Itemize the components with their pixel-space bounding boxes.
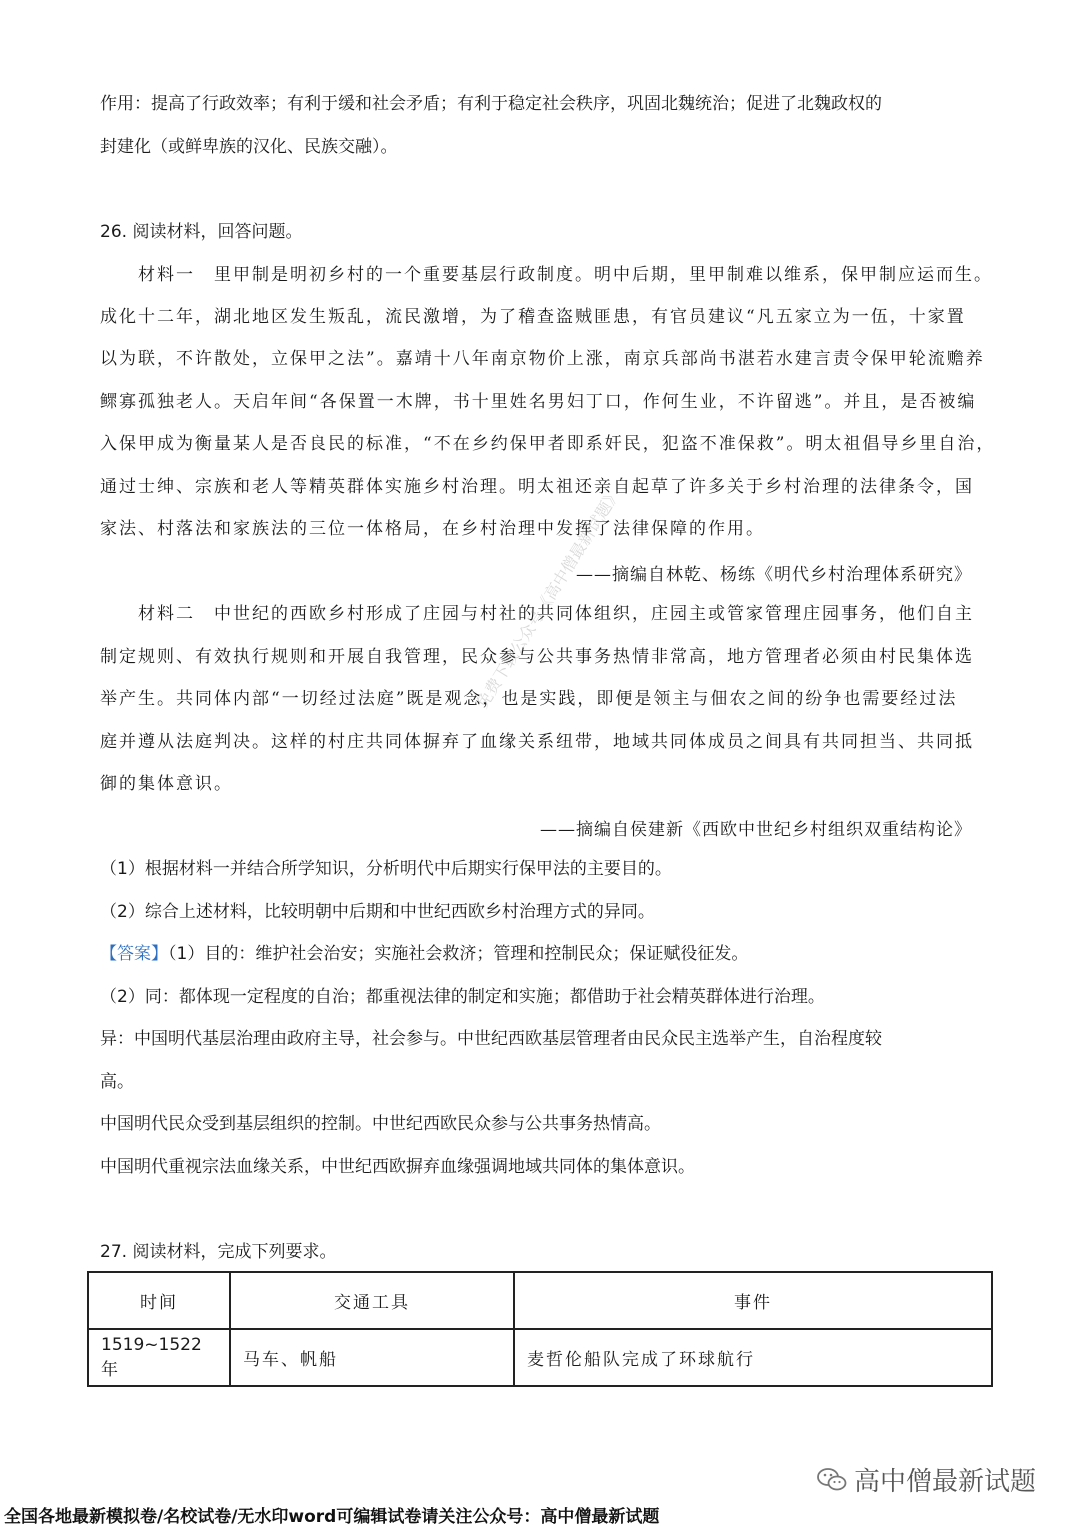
material-1-source: ——摘编自林乾、杨练《明代乡村治理体系研究》 xyxy=(576,565,972,585)
table-cell: 1519~1522 年 xyxy=(88,1329,230,1386)
question-26-title: 26. 阅读材料，回答问题。 xyxy=(100,222,303,242)
material-2-line: 御的集体意识。 xyxy=(100,774,233,794)
table-header-cell: 交通工具 xyxy=(230,1272,514,1329)
sub-question-1: （1）根据材料一并结合所学知识，分析明代中后期实行保甲法的主要目的。 xyxy=(100,859,672,879)
answer-line-1 xyxy=(100,942,748,966)
question-27-title: 27. 阅读材料，完成下列要求。 xyxy=(100,1242,337,1262)
material-2-line: 制定规则、有效执行规则和开展自我管理，民众参与公共事务热情非常高，地方管理者必须由村民集体选 xyxy=(100,647,974,667)
answer-1-text: （1）目的：维护社会治安；实施社会救济；管理和控制民众；保证赋役征发。 xyxy=(168,944,749,964)
material-1-line: 成化十二年，湖北地区发生叛乱，流民激增，为了稽查盗贼匪患，有官员建议“凡五家立为一伍，十家置 xyxy=(100,307,966,327)
difference-line-3: 中国明代民众受到基层组织的控制。中世纪西欧民众参与公共事务热情高。 xyxy=(100,1114,661,1134)
material-2-line: 材料二 中世纪的西欧乡村形成了庄园与村社的共同体组织，庄园主或管家管理庄园事务，他们自主 xyxy=(138,604,974,624)
table-header-row xyxy=(88,1272,992,1329)
brand-text: 高中僧最新试题 xyxy=(854,1467,1037,1497)
table-cell: 马车、帆船 xyxy=(230,1329,514,1386)
difference-line-4: 中国明代重视宗法血缘关系，中世纪西欧摒弃血缘强调地域共同体的集体意识。 xyxy=(100,1157,695,1177)
sub-question-2: （2）综合上述材料，比较明朝中后期和中世纪西欧乡村治理方式的异同。 xyxy=(100,902,655,922)
effect-line-2: 封建化（或鲜卑族的汉化、民族交融）。 xyxy=(100,137,398,157)
difference-line-2: 高。 xyxy=(100,1072,134,1092)
table-cell: 麦哲伦船队完成了环球航行 xyxy=(514,1329,992,1386)
material-1-line: 鳏寡孤独老人。天启年间“各保置一木牌，书十里姓名男妇丁口，作何生业，不许留逃”。并且，是否被编 xyxy=(100,392,977,412)
answer-tag: 【答案】 xyxy=(100,944,168,964)
wechat-icon xyxy=(816,1466,848,1494)
material-1-line: 家法、村落法和家族法的三位一体格局，在乡村治理中发挥了法律保障的作用。 xyxy=(100,519,765,539)
material-2-source: ——摘编自侯建新《西欧中世纪乡村组织双重结构论》 xyxy=(540,820,972,840)
material-1-line: 通过士绅、宗族和老人等精英群体实施乡村治理。明太祖还亲自起草了许多关于乡村治理的法律条令，国 xyxy=(100,477,974,497)
brand-mark xyxy=(816,1461,1036,1498)
material-1-line: 入保甲成为衡量某人是否良民的标准，“不在乡约保甲者即系奸民，犯盗不准保救”。明太祖倡导乡里自治， xyxy=(100,434,996,454)
difference-line-1: 异：中国明代基层治理由政府主导，社会参与。中世纪西欧基层管理者由民众民主选举产生，自治程度较 xyxy=(100,1029,882,1049)
material-2-line: 庭并遵从法庭判决。这样的村庄共同体摒弃了血缘关系纽带，地域共同体成员之间具有共同担当、共同抵 xyxy=(100,732,974,752)
material-2-line: 举产生。共同体内部“一切经过法庭”既是观念，也是实践，即便是领主与佃农之间的纷争也需要经过法 xyxy=(100,689,958,709)
table-header-cell: 事件 xyxy=(514,1272,992,1329)
material-1-line: 材料一 里甲制是明初乡村的一个重要基层行政制度。明中后期，里甲制难以维系，保甲制应运而生。 xyxy=(138,265,993,285)
table-row xyxy=(88,1329,992,1386)
table-header-cell: 时间 xyxy=(88,1272,230,1329)
answer-line-2: （2）同：都体现一定程度的自治；都重视法律的制定和实施；都借助于社会精英群体进行治理。 xyxy=(100,987,825,1007)
watermark: 免费下载公众号《高中僧最新试题》 xyxy=(472,484,625,712)
effect-line-1: 作用：提高了行政效率；有利于缓和社会矛盾；有利于稳定社会秩序，巩固北魏统治；促进了北魏政权的 xyxy=(100,94,882,114)
footer-notice: 全国各地最新模拟卷/名校试卷/无水印word可编辑试卷请关注公众号：高中僧最新试题 xyxy=(4,1507,660,1527)
transport-table xyxy=(87,1271,993,1387)
material-1-line: 以为联，不许散处，立保甲之法”。嘉靖十八年南京物价上涨，南京兵部尚书湛若水建言责令保甲轮流赡养 xyxy=(100,349,985,369)
